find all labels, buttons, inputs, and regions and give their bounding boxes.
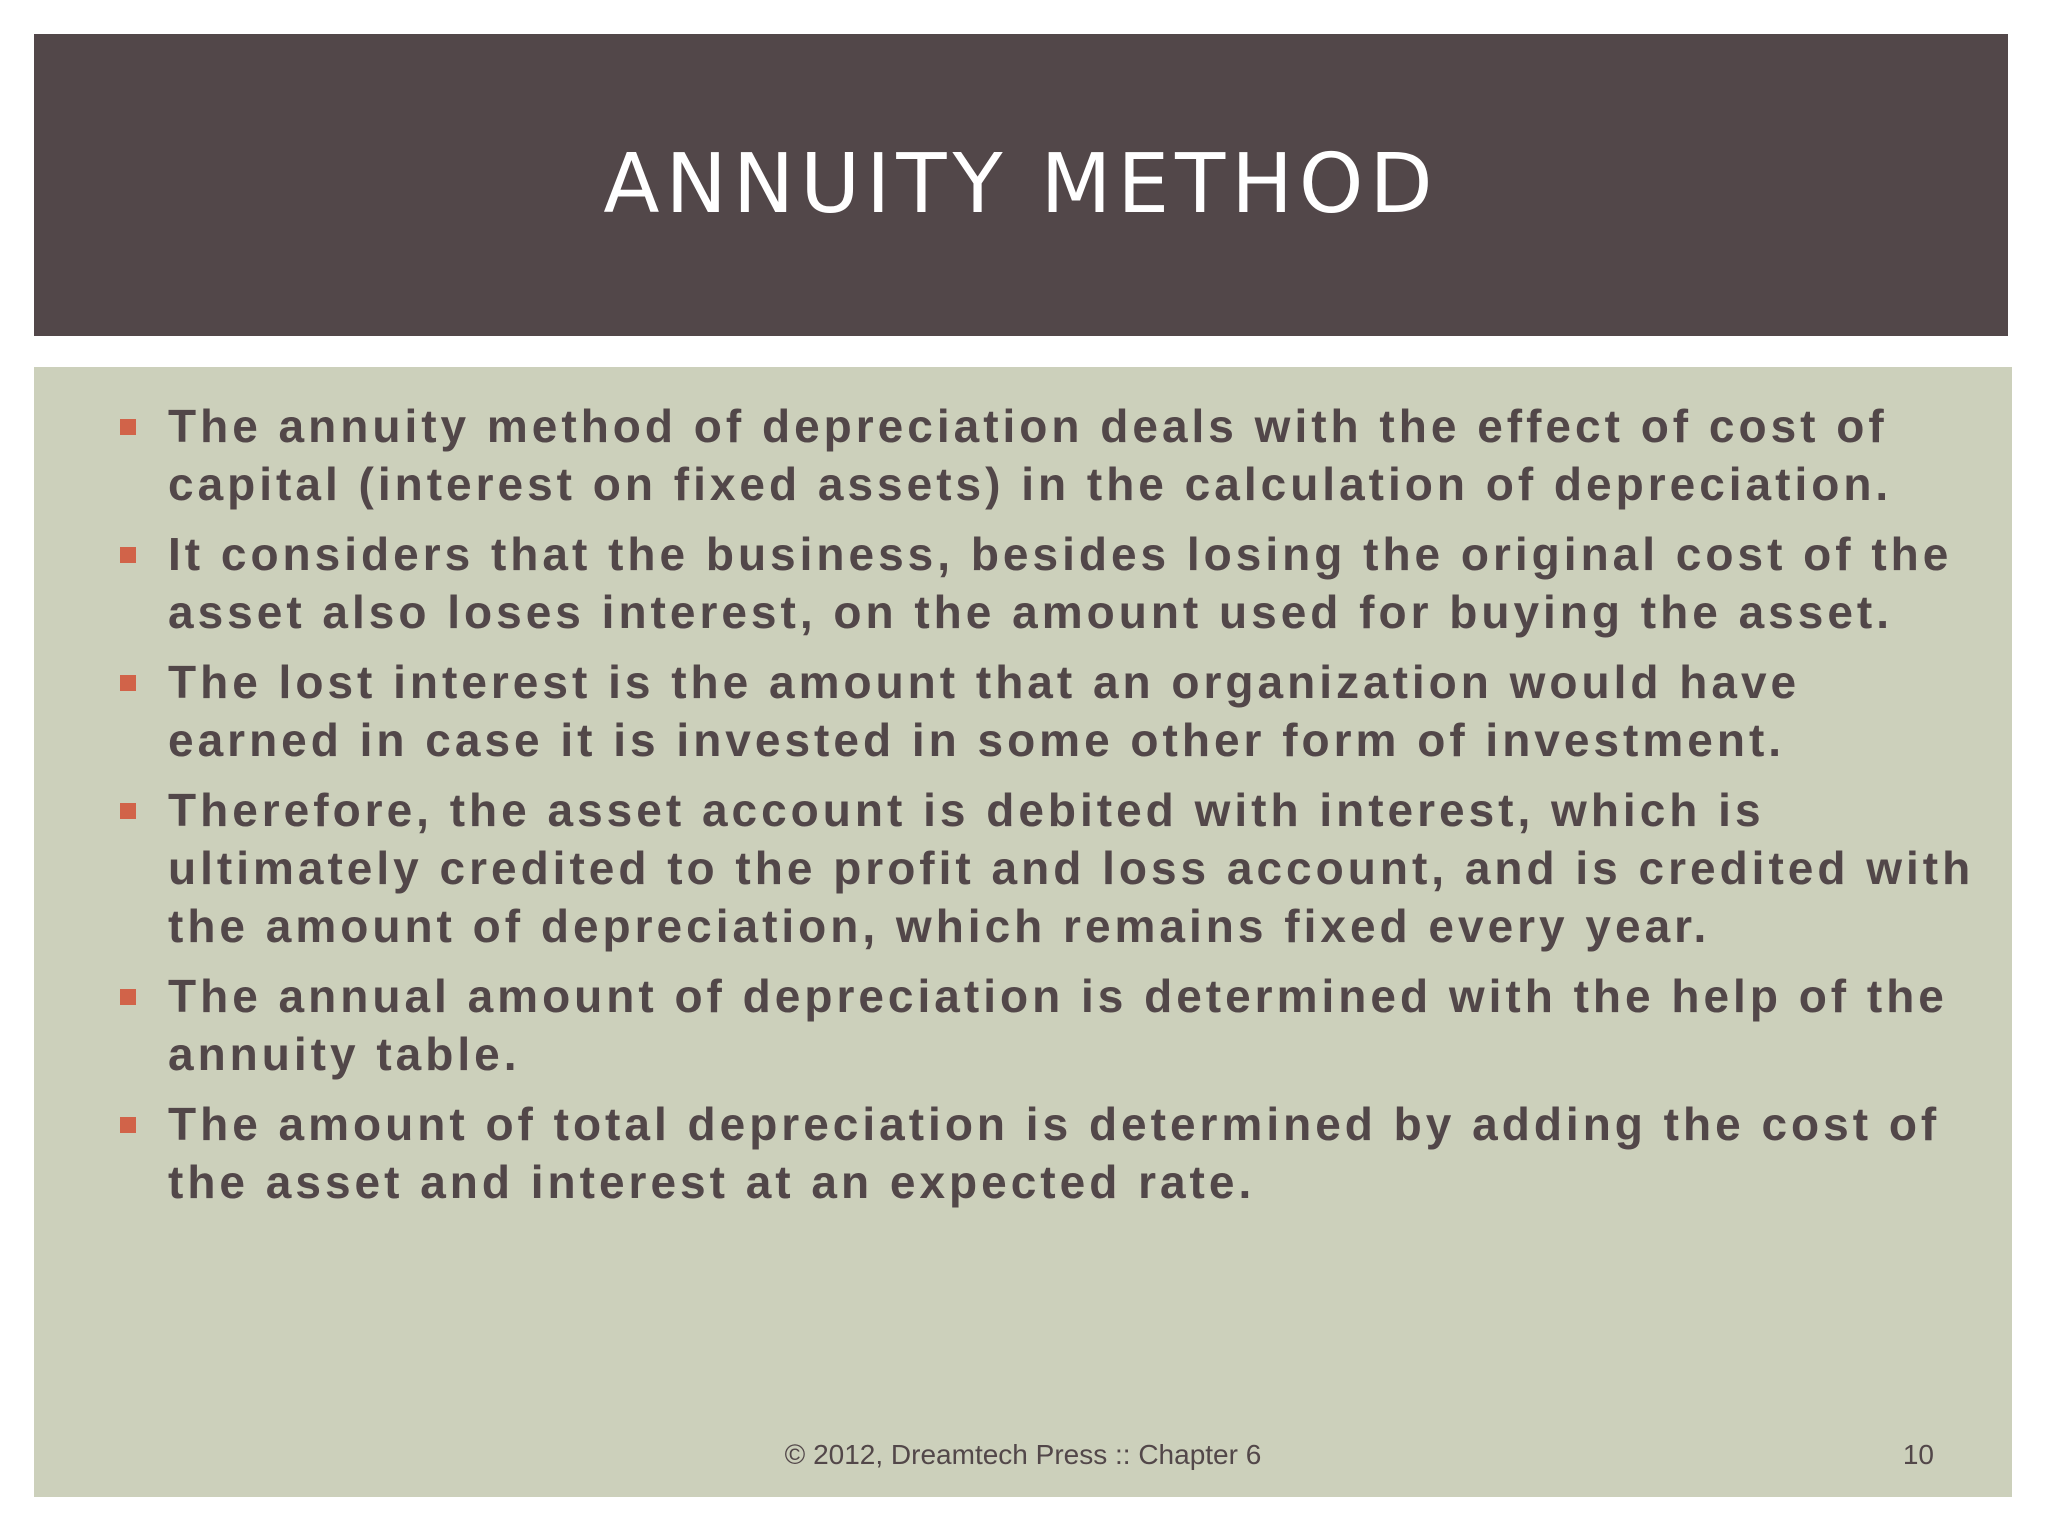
bullet-text: It considers that the business, besides losing the original cost of the asset also loses interest, on the amount used for buying the asset. bbox=[168, 528, 1953, 638]
bullet-text: Therefore, the asset account is debited with interest, which is ultimately credited to the profit and loss account, and is credited with the amount of depreciation, which remains fixed every year. bbox=[168, 784, 1975, 952]
bullet-text: The lost interest is the amount that an organization would have earned in case it is invested in some other form of investment. bbox=[168, 656, 1801, 766]
bullet-item bbox=[120, 781, 1990, 955]
bullet-text: The amount of total depreciation is determined by adding the cost of the asset and interest at an expected rate. bbox=[168, 1098, 1941, 1208]
bullet-text: The annual amount of depreciation is determined with the help of the annuity table. bbox=[168, 970, 1948, 1080]
page-number: 10 bbox=[1902, 1439, 1934, 1470]
bullet-item bbox=[120, 525, 1990, 641]
bullet-list bbox=[120, 397, 1990, 1223]
square-bullet-icon bbox=[120, 419, 136, 435]
square-bullet-icon bbox=[120, 547, 136, 563]
content-panel bbox=[34, 367, 2012, 1497]
square-bullet-icon bbox=[120, 675, 136, 691]
bullet-item bbox=[120, 1095, 1990, 1211]
bullet-item bbox=[120, 397, 1990, 513]
square-bullet-icon bbox=[120, 803, 136, 819]
slide-footer: © 2012, Dreamtech Press :: Chapter 6 bbox=[784, 1439, 1262, 1470]
bullet-item bbox=[120, 653, 1990, 769]
bullet-text: The annuity method of depreciation deals with the effect of cost of capital (interest on fixed assets) in the calculation of depreciation. bbox=[168, 400, 1893, 510]
slide-title: ANNUITY METHOD bbox=[603, 137, 1439, 232]
square-bullet-icon bbox=[120, 1117, 136, 1133]
square-bullet-icon bbox=[120, 989, 136, 1005]
title-bar bbox=[34, 34, 2008, 336]
bullet-item bbox=[120, 967, 1990, 1083]
